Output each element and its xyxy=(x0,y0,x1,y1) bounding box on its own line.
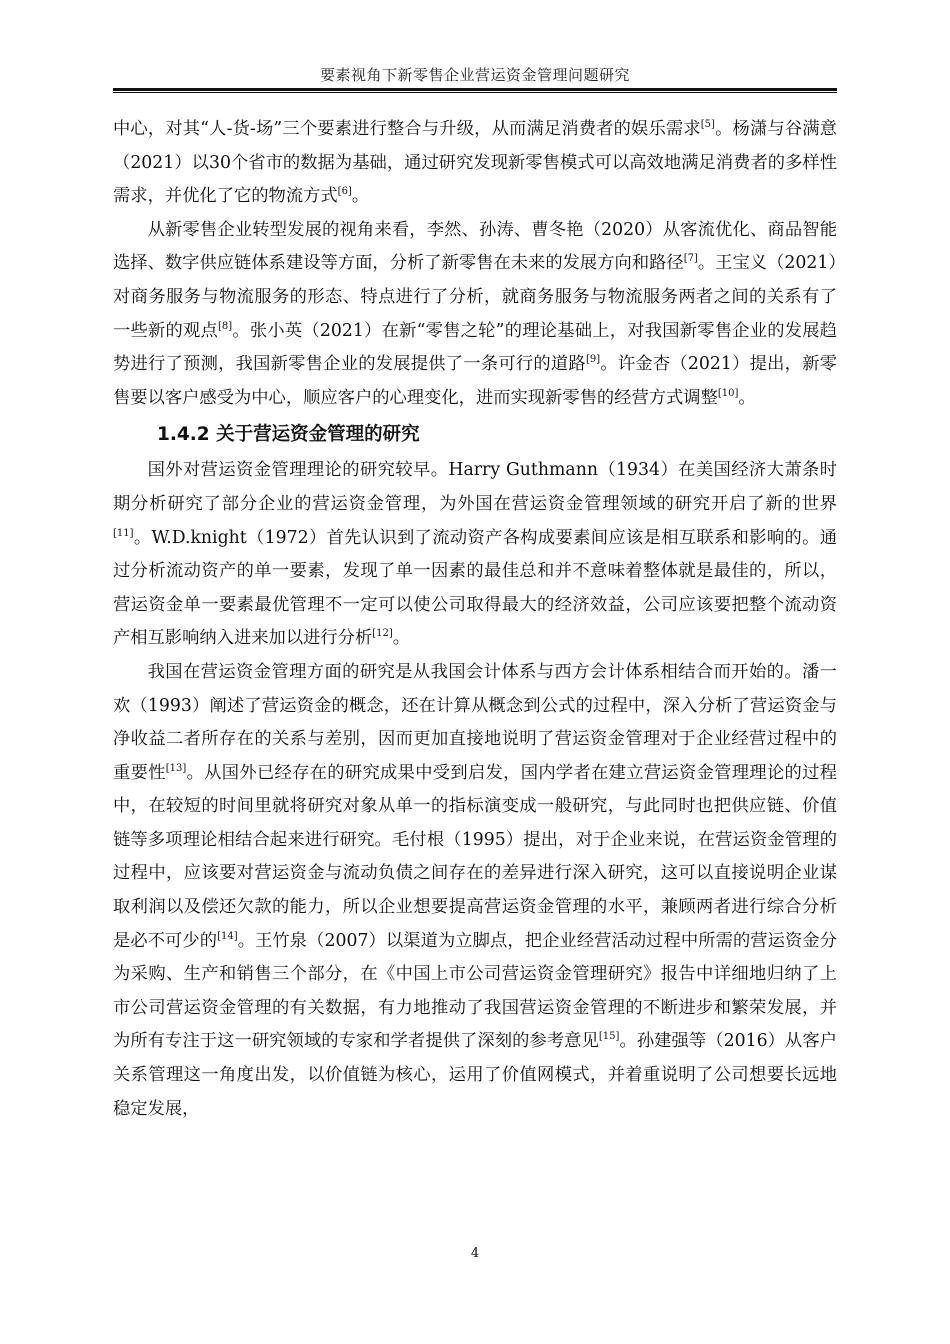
header-rule-thick xyxy=(113,88,837,91)
text-run: 。 xyxy=(738,387,756,408)
text-run: 从新零售企业转型发展的视角来看，李然、孙涛、曹冬艳（2020）从客流优化、商品智能选择、数字供应链体系建设等方面，分析了新零售在未来的发展方向和路径 xyxy=(113,219,837,274)
text-run: 。王竹泉（2007）以渠道为立脚点，把企业经营活动过程中所需的营运资金分为采购、生产和销售三个部分，在《中国上市公司营运资金管理研究》报告中详细地归纳了上市公司营运资金管理的有关数据，有力地推动了我国营运资金管理的不断进步和繁荣发展，并为所有专注于这一研究领域的专家和学者提供了深刻的参考意见 xyxy=(113,930,837,1052)
text-run: 。张小英（2021）在新“零售之轮”的理论基础上，对我国新零售企业的发展趋势进行了预测，我国新零售企业的发展提供了一条可行的道路 xyxy=(113,320,837,375)
body-text xyxy=(113,113,837,1126)
text-run: 我国在营运资金管理方面的研究是从我国会计体系与西方会计体系相结合而开始的。潘一欢（1993）阐述了营运资金的概念，还在计算从概念到公式的过程中，深入分析了营运资金与净收益二者所存在的关系与差别，因而更加直接地说明了营运资金管理对于企业经营过程中的重要性 xyxy=(113,661,837,783)
text-run: 。从国外已经存在的研究成果中受到启发，国内学者在建立营运资金管理理论的过程中，在较短的时间里就将研究对象从单一的指标演变成一般研究，与此同时也把供应链、价值链等多项理论相结合起来进行研究。毛付根（1995）提出，对于企业来说，在营运资金管理的过程中，应该要对营运资金与流动负债之间存在的差异进行深入研究，这可以直接说明企业谋取利润以及偿还欠款的能力，所以企业想要提高营运资金管理的水平，兼顾两者进行综合分析是必不可少的 xyxy=(113,762,837,951)
text-run: 。 xyxy=(351,186,370,207)
text-run: 。孙建强等（2016）从客户关系管理这一角度出发，以价值链为核心，运用了价值网模式，并着重说明了公司想要长远地稳定发展， xyxy=(113,1031,837,1119)
citation-ref: [6] xyxy=(337,186,352,198)
text-run: 。杨潇与谷满意（2021）以30个省市的数据为基础，通过研究发现新零售模式可以高效地满足消费者的多样性需求，并优化了它的物流方式 xyxy=(113,119,837,207)
citation-ref: [15] xyxy=(598,1031,620,1043)
text-run: 中心，对其“人-货-场”三个要素进行整合与升级，从而满足消费者的娱乐需求 xyxy=(113,119,701,139)
citation-ref: [7] xyxy=(683,253,698,265)
body-paragraph xyxy=(113,656,837,1126)
section-heading: 1.4.2 关于营运资金管理的研究 xyxy=(157,424,420,446)
header-rule-thin xyxy=(113,92,837,93)
citation-ref: [5] xyxy=(700,119,715,131)
body-paragraph xyxy=(113,454,837,656)
text-run: 。许金杏（2021）提出，新零售要以客户感受为中心，顺应客户的心理变化，进而实现新零售的经营方式调整 xyxy=(113,354,837,408)
body-paragraph xyxy=(113,214,837,416)
citation-ref: [8] xyxy=(218,320,233,332)
citation-ref: [9] xyxy=(585,354,601,366)
citation-ref: [14] xyxy=(217,930,238,942)
text-run: 。王宝义（2021）对商务服务与物流服务的形态、特点进行了分析，就商务服务与物流服务两者之间的关系有了一些新的观点 xyxy=(113,253,837,341)
body-paragraph xyxy=(113,113,837,214)
text-run: 。W.D.knight（1972）首先认识到了流动资产各构成要素间应该是相互联系和影响的。通过分析流动资产的单一要素，发现了单一因素的最佳总和并不意味着整体就是最佳的，所以，营运资金单一要素最优管理不一定可以使公司取得最大的经济效益，公司应该要把整个流动资产相互影响纳入进来加以进行分析 xyxy=(113,527,837,649)
citation-ref: [11] xyxy=(113,527,134,539)
citation-ref: [12] xyxy=(372,628,393,640)
running-header: 要素视角下新零售企业营运资金管理问题研究 xyxy=(319,66,630,84)
text-run: 国外对营运资金管理理论的研究较早。Harry Guthmann（1934）在美国经济大萧条时期分析研究了部分企业的营运资金管理，为外国在营运资金管理领域的研究开启了新的世界 xyxy=(113,460,837,514)
citation-ref: [10] xyxy=(717,387,739,399)
text-run: 。 xyxy=(392,628,411,649)
page-number: 4 xyxy=(470,1246,480,1261)
citation-ref: [13] xyxy=(165,762,187,774)
